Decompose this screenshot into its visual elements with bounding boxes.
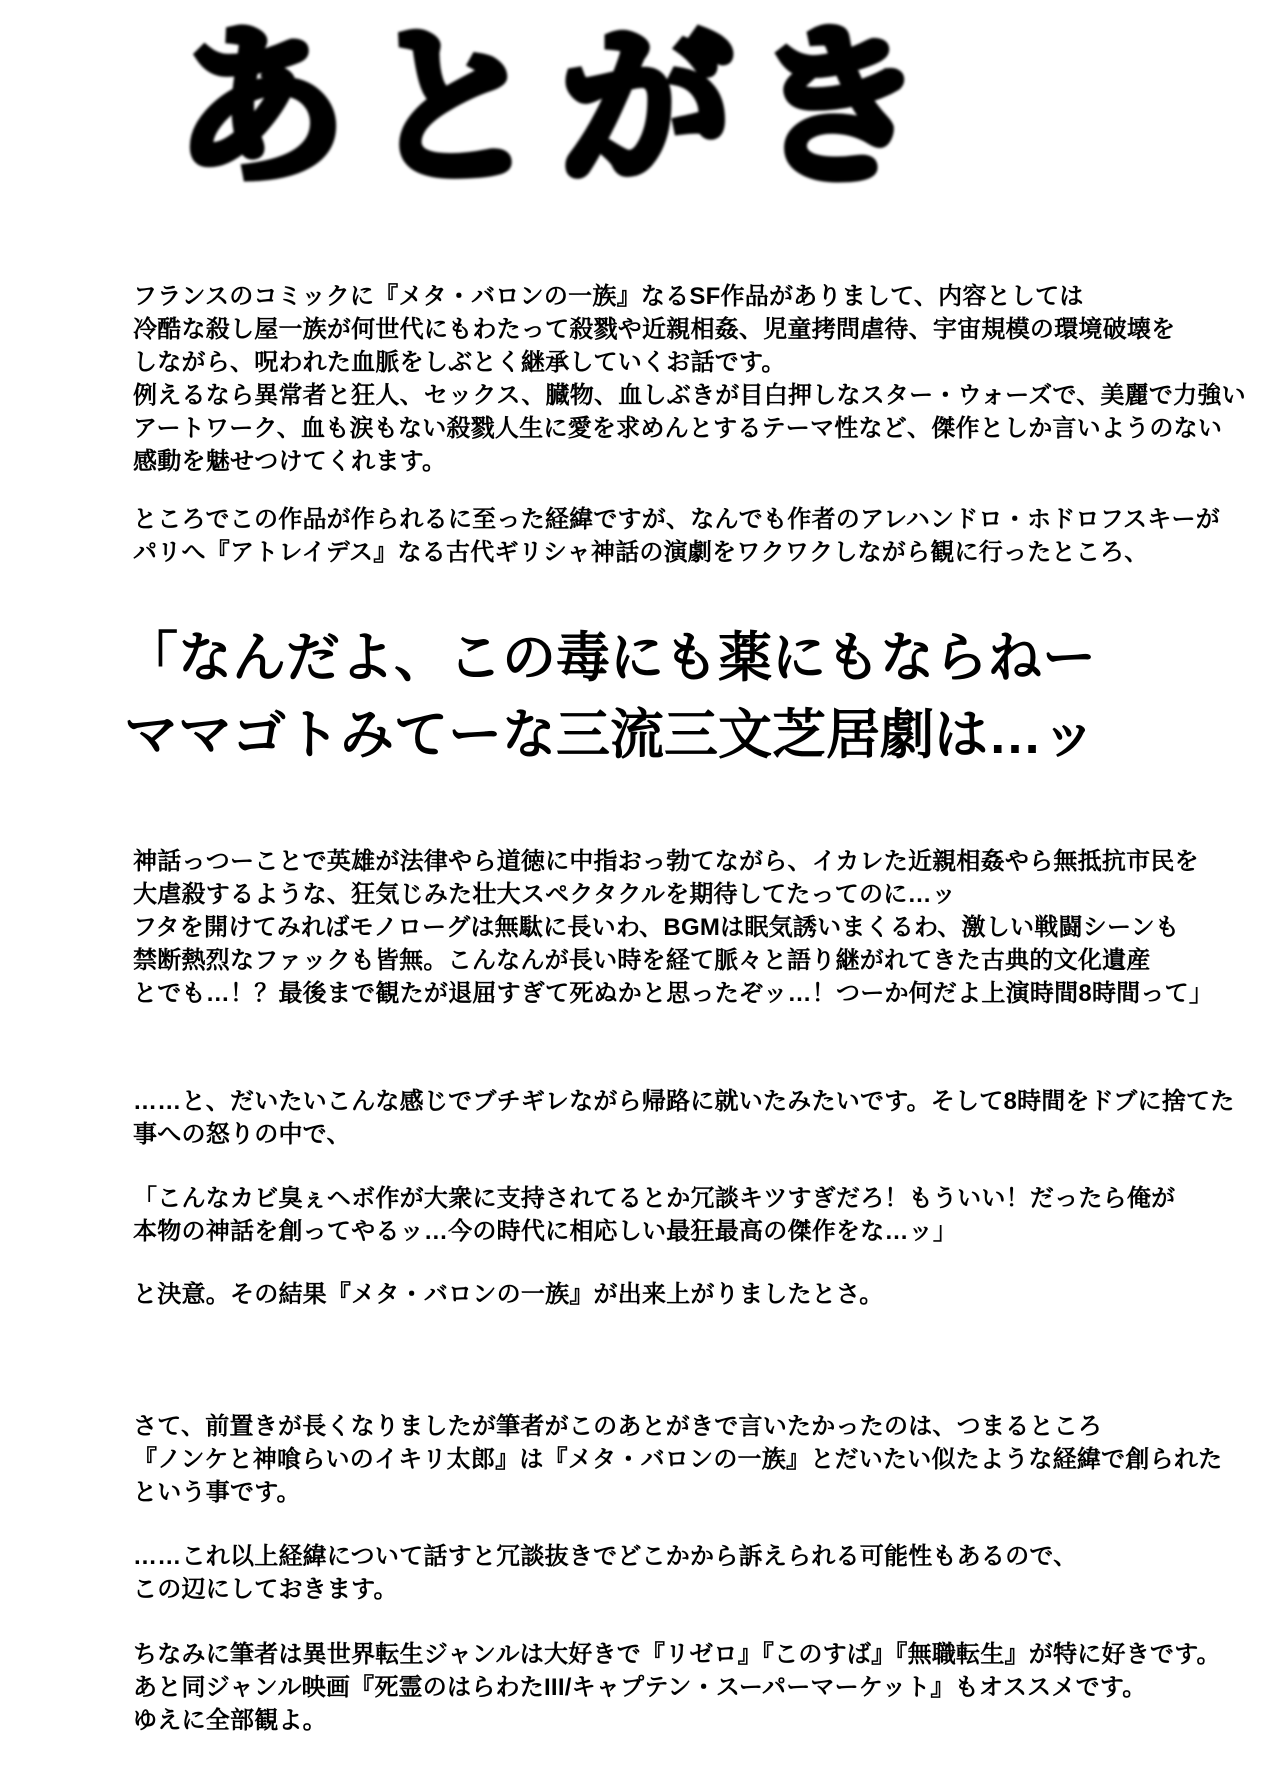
text-line: ところでこの作品が作られるに至った経緯ですが、なんでも作者のアレハンドロ・ホドロフスキーが <box>133 506 1220 533</box>
text-line: と決意。その結果『メタ・バロンの一族』が出来上がりましたとさ。 <box>133 1281 884 1308</box>
big-quote <box>124 620 1096 774</box>
text-line: この辺にしておきます。 <box>133 1576 398 1603</box>
text-line: パリへ『アトレイデス』なる古代ギリシャ神話の演劇をワクワクしながら観に行ったところ、 <box>133 539 1149 566</box>
text-line: フランスのコミックに『メタ・バロンの一族』なるSF作品がありまして、内容としては <box>133 283 1084 310</box>
paragraph-background <box>133 503 1220 569</box>
text-line: 「こんなカビ臭ぇヘボ作が大衆に支持されてるとか冗談キツすぎだろ！もういい！だったら俺が <box>133 1185 1176 1212</box>
text-line: 「なんだよ、この毒にも薬にもならねー <box>124 628 1096 688</box>
text-line: ……これ以上経緯について話すと冗談抜きでどこかから訴えられる可能性もあるので、 <box>133 1543 1078 1570</box>
paragraph-intro <box>133 280 1246 478</box>
text-line: あと同ジャンル映画『死霊のはらわたIII/キャプテン・スーパーマーケット』もオススメです。 <box>133 1674 1147 1701</box>
paragraph-aftermath <box>133 1085 1235 1151</box>
text-line: しながら、呪われた血脈をしぶとく継承していくお話です。 <box>133 349 786 376</box>
text-line: ……と、だいたいこんな感じでブチギレながら帰路に就いたみたいです。そして8時間をドブに捨てた <box>133 1088 1235 1115</box>
paragraph-vow-quote <box>133 1182 1175 1248</box>
text-line: ママゴトみてーな三流三文芝居劇は…ッ <box>124 705 1096 765</box>
text-line: という事です。 <box>133 1479 301 1506</box>
text-line: フタを開けてみればモノローグは無駄に長いわ、BGMは眠気誘いまくるわ、激しい戦闘シーンも <box>133 914 1180 941</box>
text-line: 禁断熱烈なファックも皆無。こんなんが長い時を経て脈々と語り継がれてきた古典的文化遺産 <box>133 947 1151 974</box>
page-title: あとがき <box>175 12 946 204</box>
text-line: とでも…！？最後まで観たが退屈すぎて死ぬかと思ったぞッ…！つーか何だよ上演時間8時間って」 <box>133 980 1214 1007</box>
paragraph-disclaimer <box>133 1540 1077 1606</box>
text-line: さて、前置きが長くなりましたが筆者がこのあとがきで言いたかったのは、つまるところ <box>133 1413 1103 1440</box>
paragraph-conclusion <box>133 1278 883 1311</box>
text-line: 神話っつーことで英雄が法律やら道徳に中指おっ勃てながら、イカレた近親相姦やら無抵抗市民を <box>133 848 1199 875</box>
text-line: 本物の神話を創ってやるッ…今の時代に相応しい最狂最高の傑作をな…ッ」 <box>133 1218 958 1245</box>
paragraph-recommendations <box>133 1638 1221 1737</box>
paragraph-rant <box>133 845 1213 1010</box>
text-line: 例えるなら異常者と狂人、セックス、臓物、血しぶきが目白押しなスター・ウォーズで、美麗で力強い <box>133 382 1246 409</box>
text-line: 感動を魅せつけてくれます。 <box>133 448 447 475</box>
text-line: ゆえに全部観よ。 <box>133 1707 327 1734</box>
text-line: 冷酷な殺し屋一族が何世代にもわたって殺戮や近親相姦、児童拷問虐待、宇宙規模の環境破壊を <box>133 316 1176 343</box>
text-line: ちなみに筆者は異世界転生ジャンルは大好きで『リゼロ』『このすば』『無職転生』が特に好きです。 <box>133 1641 1221 1668</box>
text-line: 大虐殺するような、狂気じみた壮大スペクタクルを期待してたってのに…ッ <box>133 881 956 908</box>
text-line: アートワーク、血も涙もない殺戮人生に愛を求めんとするテーマ性など、傑作としか言いようのない <box>133 415 1223 442</box>
paragraph-point <box>133 1410 1222 1509</box>
text-line: 『ノンケと神喰らいのイキリ太郎』は『メタ・バロンの一族』とだいたい似たような経緯で創られた <box>133 1446 1223 1473</box>
text-line: 事への怒りの中で、 <box>133 1121 351 1148</box>
